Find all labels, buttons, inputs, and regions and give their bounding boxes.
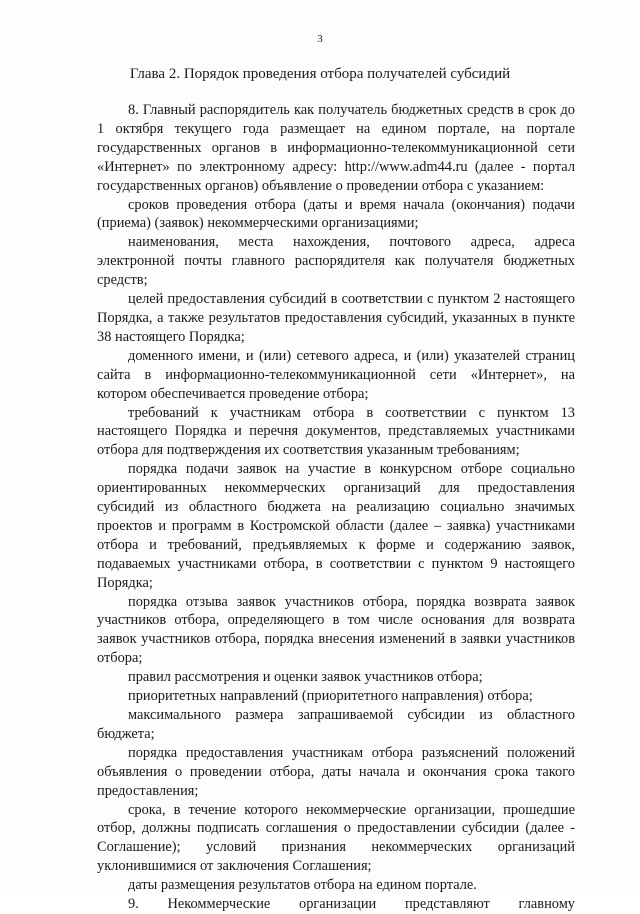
paragraph: максимального размера запрашиваемой субсидии из областного бюджета; <box>97 707 575 742</box>
paragraph: порядка предоставления участникам отбора разъяснений положений объявления о проведении отбора, даты начала и окончания срока такого предоставления; <box>97 744 575 799</box>
page-number: 3 <box>317 33 323 45</box>
word: Некоммерческие <box>167 896 271 913</box>
paragraph: 8. Главный распорядитель как получатель бюджетных средств в срок до 1 октября текущего года размещает на едином портале, на портале государственных органов в информационно-телекоммуникационной сети «Интернет» по электронному адресу: http://www.adm44.ru (далее - портал государственных органов) объявление о проведении отбора с указанием: <box>97 102 575 194</box>
paragraph: правил рассмотрения и оценки заявок участников отбора; <box>128 669 483 686</box>
paragraph: требований к участникам отбора в соответствии с пунктом 13 настоящего Порядка и перечня документов, представляемых участниками отбора для подтверждения их соответствия указанным требованиям; <box>97 404 575 459</box>
word: главному <box>518 896 575 913</box>
word: организации <box>299 896 377 913</box>
paragraph-9-first-line <box>97 895 575 914</box>
paragraph: даты размещения результатов отбора на едином портале. <box>128 877 477 894</box>
paragraph: целей предоставления субсидий в соответствии с пунктом 2 настоящего Порядка, а также результатов предоставления субсидий, указанных в пункте 38 настоящего Порядка; <box>97 291 575 345</box>
paragraph: наименования, места нахождения, почтового адреса, адреса электронной почты главного распорядителя как получателя бюджетных средств; <box>97 234 575 289</box>
paragraph: порядка подачи заявок на участие в конкурсном отборе социально ориентированных некоммерческих организаций для предоставления субсидий из областного бюджета на реализацию социально значимых проектов и программ в Костромской области (далее – заявка) участниками отбора и требований, предъявляемых к форме и содержанию заявок, подаваемых участниками отбора, в соответствии с пунктом 9 настоящего Порядка; <box>97 461 575 591</box>
word: 9. <box>128 896 139 913</box>
word: представляют <box>404 896 490 913</box>
document-body <box>97 101 575 914</box>
paragraph: сроков проведения отбора (даты и время начала (окончания) подачи (приема) (заявок) некоммерческими организациями; <box>97 196 575 232</box>
chapter-heading: Глава 2. Порядок проведения отбора получателей субсидий <box>129 66 511 82</box>
paragraph: порядка отзыва заявок участников отбора, порядка возврата заявок участников отбора, определяющего в том числе основания для возврата заявок участников отбора, порядка внесения изменений в заявки участников отбора; <box>97 593 575 667</box>
paragraph: доменного имени, и (или) сетевого адреса, и (или) указателей страниц сайта в информационно-телекоммуникационной сети «Интернет», на котором обеспечивается проведение отбора; <box>97 347 575 402</box>
paragraph: срока, в течение которого некоммерческие организации, прошедшие отбор, должны подписать соглашения о предоставлении субсидии (далее - Соглашение); условий признания некоммерческих организаций уклонившимися от заключения Соглашения; <box>97 801 575 875</box>
paragraph: приоритетных направлений (приоритетного направления) отбора; <box>128 688 533 705</box>
